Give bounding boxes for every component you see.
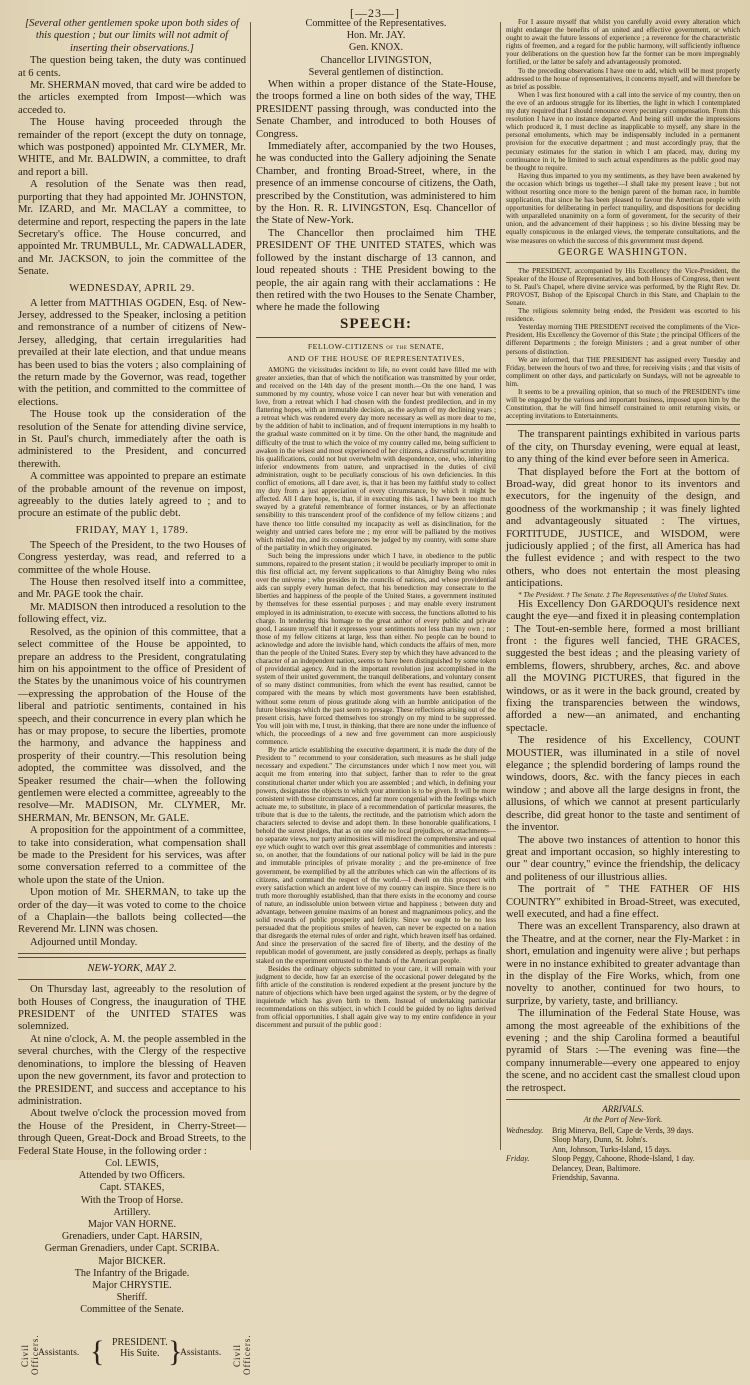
arrivals-row bbox=[506, 1135, 740, 1144]
news-paragraph: The religious solemnity being ended, the President was escorted to his residence. bbox=[506, 307, 740, 324]
paragraph: Resolved, as the opinion of this committee, that a select committee of the House be appointed, to prepare an address to the President, congratulating him on his appointment to the office of President of the States by the unanimous voice of his countrymen—expressing the approbation of the House of the liberal and patriotic sentiments, contained in his speech, and their concurrence in every plan which he has or may propose, to secure the liberties, promote the harmony, and advance the happiness and prosperity of their country.—This resolution being adopted, the committee was dissolved, and the Speaker resumed the chair—when the following gentlemen were elected a committee, agreeably to the resolve—Mr. MADISON, Mr. CLYMER, Mr. SHERMAN, Mr. BENSON, Mr. GALE. bbox=[18, 626, 246, 824]
news-paragraph: It seems to be a prevailing opinion, that so much of the PRESIDENT's time will be engaged by the various and important business, imposed upon him by the Constitution, that he will find himself constrained to omit returning visits, or accepting invitations to Entertainments. bbox=[506, 388, 740, 421]
paragraph: A resolution of the Senate was then read, purporting that they had appointed Mr. JOHNSTON, Mr. IZARD, and Mr. MACLAY a committee, to determine and report, respecting the papers in the late Secretary's office. The House concurred, and appointed Mr. TRUMBULL, Mr. CADWALLADER, and Mr. JACKSON, to join the committee of the Senate. bbox=[18, 179, 246, 278]
arrivals-row bbox=[506, 1154, 740, 1163]
paragraph: When within a proper distance of the State-House, the troops formed a line on both sides of the way, THE PRESIDENT passing through, was conducted into the Senate Chamber, and introduced to both Houses of Congress. bbox=[256, 79, 496, 140]
paragraph: The above two instances of attention to honor this great and important occasion, so highly interesting to our " dear country," evince the friendship, the delicacy and politeness of our illustrious allies. bbox=[506, 834, 740, 883]
paragraph: The House having proceeded through the remainder of the report (except the duty on tonnage, which was postponed) appointed Mr. CLYMER, Mr. WHITE, and Mr. BALDWIN, a committee, to draft and report a bill. bbox=[18, 117, 246, 178]
arrivals-text: Ann, Johnson, Turks-Island, 15 days. bbox=[552, 1144, 672, 1154]
procession-item: Major VAN HORNE. bbox=[87, 1218, 177, 1230]
speech-paragraph: When I was first honoured with a call into the service of my country, then on the eve of an arduous struggle for its liberties, the light in which I contemplated my duty required that I should renounce every pecuniary compensation. From this resolution I have in no instance departed. And being still under the impressions which produced it, I must decline as inapplicable to myself, any share in the personal emoluments, which may be indispensably included in a permanent provision for the executive department ; and must accordingly pray, that the pecuniary estimates for the station in which I am placed, may, during my continuance in it, be limited to such actual expenditures as the public good may be thought to require. bbox=[506, 90, 740, 172]
ny-dateline: NEW-YORK, MAY 2. bbox=[87, 963, 177, 975]
procession-item: German Grenadiers, under Capt. SCRIBA. bbox=[44, 1243, 220, 1255]
section-divider bbox=[506, 1099, 740, 1100]
paragraph: A proposition for the appointment of a committee, to take into consideration, what compensation shall be made to the President for his services, was after some conversation referred to a committee of the whole upon the state of the Union. bbox=[18, 825, 246, 886]
procession-item: With the Troop of Horse. bbox=[80, 1194, 184, 1206]
arrivals-day bbox=[506, 1135, 552, 1144]
news-paragraph: Yesterday morning THE PRESIDENT received the compliments of the Vice-President, His Excellency the Governor of this State ; the principal Officers of the different Departments ; the foreign Ministers ; and a great number of other persons of distinction. bbox=[506, 323, 740, 356]
procession-item: Attended by two Officers. bbox=[78, 1170, 186, 1182]
arrivals-row bbox=[506, 1173, 740, 1182]
paragraph: A letter from MATTHIAS OGDEN, Esq. of New-Jersey, addressed to the Speaker, inclosing a petition and remonstrance of a number of citizens of New-Jersey, alledging, that certain irregularities had prevailed at their late election, and that undue means has been used to bias the voters ; also complaining of the return made by the Governor, was read, together with the petition, and committed to the committee of elections. bbox=[18, 297, 246, 408]
paragraph: The House then resolved itself into a committee, and Mr. PAGE took the chair. bbox=[18, 577, 246, 601]
paragraph: Immediately after, accompanied by the two Houses, he was conducted into the Gallery adjoining the Senate Chamber, and fronting Broad-Street, where, in the presence of an immense concourse of citizens, the Oath, prescribed by the Constitution, was administered to him by the Hon. R. R. LIVINGSTON, Esq. Chancellor of the State of New-York. bbox=[256, 141, 496, 227]
speech-paragraph: For I assure myself that whilst you carefully avoid every alteration which might endanger the benefits of an united and effective government, or which ought to await the future lessons of experience ; a reverence for the characteristic rights of freemen, and a regard for the public harmony, will sufficiently influence your deliberations on the question how far the former can be more impregnably fortified, or the latter be safely and advantageously promoted. bbox=[506, 18, 740, 67]
dateline: FRIDAY, MAY 1, 1789. bbox=[75, 524, 189, 536]
section-divider bbox=[506, 262, 740, 263]
brace-icon: { bbox=[90, 1334, 105, 1368]
civil-officers-label: Civil Officers. bbox=[232, 1334, 252, 1375]
paragraph: Upon motion of Mr. SHERMAN, to take up the order of the day—it was voted to come to the choice of a Chaplain—the ballots being collected—the Reverend Mr. LINN was chosen. bbox=[18, 887, 246, 936]
procession-item: Capt. STAKES, bbox=[99, 1182, 165, 1194]
arrivals-day bbox=[506, 1145, 552, 1154]
procession-item: Major BICKER. bbox=[98, 1255, 166, 1267]
footnote: * The President. † The Senate. ‡ The Representatives of the United States. bbox=[518, 590, 729, 599]
paragraph: At nine o'clock, A. M. the people assembled in the several churches, with the Clergy of the respective denominations, to implore the blessing of Heaven upon the new government, its favor and protection to the PRESIDENT, and success and acceptance to his administration. bbox=[18, 1033, 246, 1107]
paragraph: On Thursday last, agreeably to the resolution of both Houses of Congress, the inauguration of THE PRESIDENT of the UNITED STATES was solemnized. bbox=[18, 984, 246, 1033]
paragraph: The portrait of " THE FATHER OF HIS COUNTRY" exhibited in Broad-Street, was executed, well executed, and had a fine effect. bbox=[506, 884, 740, 920]
procession-item: Committee of the Representatives. bbox=[305, 18, 447, 29]
paragraph: There was an excellent Transparency, also drawn at the Theatre, and at the corner, near the Fly-Market : in short, emulation and ingenuity were alive ; but perhaps were in no instance exhibited to greater advantage than in the display of the Fire Works, which, from one novelty to another, continued for two hours, to surprize, by variety, taste, and brilliancy. bbox=[506, 921, 740, 1007]
page-number: [—23—] bbox=[350, 6, 400, 20]
speech-paragraph: Such being the impressions under which I have, in obedience to the public summons, repaired to the present station ; it would be peculiarly improper to omit in this first official act, my fervent supplications to that Almighty Being who rules over the universe ; who presides in the councils of nations, and whose providential aids can supply every human defect, that his benediction may consecrate to the liberties and happiness of the people of the United States, a government instituted by themselves for these essential purposes ; and may enable every instrument employed in its administration, to execute with success, the functions allotted to his charge. In tendering this homage to the great author of every public and private good, I assure myself that it expresses your sentiments not less than my own ; nor those of my fellow citizens at large, less than either. No people can be bound to acknowledge and adore the invisible hand, which conducts the affairs of men, more than the people of the United States. Every step by which they have advanced to the character of an independent nation, seems to have been distinguished by some token of providential agency. And in the important revolution just accomplished in the system of their united government, the tranquil deliberations, and voluntary consent of so many distinct communities, from which the event has resulted, cannot be compared with the means by which most governments have been established, without some return of pious gratitude along with an humble anticipation of the future blessings which the past seem to presage. These reflections arising out of the present crisis, have forced themselves too strongly on my mind to be suppressed. You will join with me, I trust, in thinking, that there are none under the influence of which, the proceedings of a new and free government can more auspiciously commence. bbox=[256, 551, 496, 747]
procession-item: Chancellor LIVINGSTON, bbox=[320, 54, 432, 66]
section-divider bbox=[256, 337, 496, 338]
paragraph: Adjourned until Monday. bbox=[30, 936, 138, 948]
news-paragraph: We are informed, that THE PRESIDENT has assigned every Tuesday and Friday, between the hours of two and three, for receiving visits ; and that visits of compliment on other days, and particularly on Sundays, will not be agreeable to him. bbox=[506, 355, 740, 388]
paragraph: About twelve o'clock the procession moved from the House of the President, in Cherry-Street—through Queen, Great-Dock and Broad Streets, to the Federal State House, in the following order : bbox=[18, 1108, 246, 1157]
arrivals-day bbox=[506, 1164, 552, 1173]
president-label: PRESIDENT. bbox=[112, 1336, 168, 1348]
assistants-label: Assistants. bbox=[38, 1346, 80, 1358]
procession-item: Artillery. bbox=[113, 1206, 151, 1218]
paragraph: Mr. MADISON then introduced a resolution to the following effect, viz. bbox=[18, 601, 246, 626]
speech-paragraph: Having thus imparted to you my sentiments, as they have been awakened by the occasion which brings us together—I shall take my present leave ; but not without resorting once more to the benign parent of the human race, in humble supplication, that since he has been pleased to favour the American people with opportunities for deliberating in perfect tranquility, and dispositions for deciding with unparalleled unanimity on a form of government, for the security of their union, and the advancement of their happiness ; so his divine blessing may be equally conspicuous in the enlarged views, the temperate consultations, and the wise measures on which the success of this government must depend. bbox=[506, 171, 740, 245]
speech-paragraph: AMONG the vicissitudes incident to life, no event could have filled me with greater anxieties, than that of which the notification was transmitted by your order, and received on the 14th day of the present month.—On the one hand, I was summoned by my country, whose voice I can never hear but with veneration and love, from a retreat which I had chosen with the fondest predilection, and in my flattering hopes, with an immutable decision, as the asylum of my declining years ; a retreat which was rendered every day more necessary as well as more dear to me, by the addition of habit to inclination, and of frequent interruptions in my health to the gradual waste committed on it by time. On the other hand, the magnitude and difficulty of the trust to which the voice of my country called me, being sufficient to awaken in the wisest and most experienced of her citizens, a distrustful scrutiny into his qualifications, could not but overwhelm with despondence, one, who, inheriting inferior endowments from nature, and unpractised in the duties of civil administration, ought to be peculiarly conscious of his own deficiencies. In this conflict of emotions, all I dare aver, is, that it has been my faithful study to collect my duty from a just appreciation of every circumstance, by which it might be affected. All I dare hope, is, that, if in executing this task, I have been too much swayed by a grateful remembrance of former instances, or by an affectionate sensibility to this transcendent proof of the confidence of my fellow citizens ; and have thence too little consulted my incapacity as well as disinclination, for the weighty and untried cares before me ; my error will be palliated by the motives which misled me, and its consequences be judged by my country, with some share of the partiality in which they originated. bbox=[256, 365, 496, 552]
speech-paragraph: To the preceding observations I have one to add, which will be most properly addressed to the house of representatives, it concerns myself, and will therefore be as brief as possible. bbox=[506, 66, 741, 91]
dateline: WEDNESDAY, APRIL 29. bbox=[69, 282, 195, 294]
speech-greeting: FELLOW-CITIZENS of the SENATE, bbox=[307, 341, 445, 351]
paragraph: The residence of his Excellency, COUNT MOUSTIER, was illuminated in a stile of novel elegance ; the splendid bordering of lamps round the windows, doors, &c. with the fancy pieces in each window ; and above all the large designs in front, the allusions, of which we cannot at present particularly describe, did great honor to the taste and sentiment of the inventor. bbox=[506, 735, 740, 834]
arrivals-title: ARRIVALS. bbox=[602, 1104, 644, 1115]
paragraph: The Speech of the President, to the two Houses of Congress yesterday, was read, and referred to a committee of the whole House. bbox=[18, 539, 246, 576]
arrivals-day: Friday. bbox=[506, 1154, 530, 1164]
procession-item: Several gentlemen of distinction. bbox=[308, 66, 444, 78]
paragraph: The question being taken, the duty was continued at 6 cents. bbox=[18, 55, 246, 79]
procession-item: Committee of the Senate. bbox=[80, 1304, 184, 1316]
arrivals-text: Sloop Mary, Dunn, St. John's. bbox=[552, 1135, 648, 1145]
his-suite-label: His Suite. bbox=[120, 1347, 160, 1359]
procession-item: Gen. KNOX. bbox=[348, 42, 404, 54]
arrivals-text: Delancey, Dean, Baltimore. bbox=[552, 1163, 641, 1173]
arrivals-row bbox=[506, 1145, 740, 1154]
column-1 bbox=[18, 18, 252, 1375]
speech-paragraph: By the article establishing the executive department, it is made the duty of the President to " recommend to your consideration, such measures as he shall judge necessary and expedient." The circumstances under which I now meet you, will acquit me from entering into that subject, farther than to refer to the great constitutional charter under which you are assembled ; and which, in defining your powers, designates the objects to which your attention is to be given. It will be more consistent with those circumstances, and far more congenial with the feelings which actuate me, to substitute, in place of a recommendation of particular measures, the tribute that is due to the talents, the rectitude, and the patriotism which adorn the characters selected to devise and adopt them. In these honorable qualifications, I behold the surest pledges, that as on one side no local prejudices, or attachments—no separate views, nor party animosities will misdirect the comprehensive and equal eye which ought to watch over this great assemblage of communities and interests : so, on another, that the foundations of our national policy will be laid in the pure and immutable principles of private morality ; and the pre-eminence of free government, be exemplified by all the attributes which can win the affections of its citizens, and command the respect of the world.—I dwell on this prospect with every satisfaction which an ardent love of my country can inspire. Since there is no truth more thoroughly established, than that there exists in the economy and course of nature, an indissoluble union between virtue and happiness ; between duty and advantage, between genuine maxims of an honest and magnanimous policy, and the solid rewards of public prosperity and felicity. Since we ought to be no less persuaded that the propitious smiles of heaven, can never be expected on a nation that disregards the eternal rules of order and right, which heaven itself has ordained. And since the preservation of the sacred fire of liberty, and the destiny of the republican model of government, are justly considered as deeply, perhaps as finally staked on the experiment entrusted to the hands of the American people. bbox=[256, 746, 496, 965]
paragraph: That displayed before the Fort at the bottom of Broad-way, did great honor to its inventors and executors, for the ingenuity of the design, and goodness of the workmanship ; it was finely lighted and advantageously situated : The virtues, FORTITUDE, JUSTICE, and WISDOM, were judiciously applied ; of the first, all America has had the fullest evidence ; and with respect to the two others, who does not entertain the most pleasing anticipations. bbox=[506, 466, 740, 590]
arrivals-text: Brig Minerva, Bell, Cape de Verds, 39 days. bbox=[552, 1126, 694, 1136]
section-divider bbox=[18, 979, 246, 980]
paragraph: The transparent paintings exhibited in various parts of the city, on Thursday evening, were equal at least, to any thing of the kind ever before seen in America. bbox=[506, 429, 740, 466]
assistants-label: Assistants. bbox=[180, 1346, 222, 1358]
arrivals-row bbox=[506, 1164, 740, 1173]
speech-paragraph: Besides the ordinary objects submitted to your care, it will remain with your judgment to decide, how far an exercise of the occasional power delegated by the fifth article of the constitution is rendered expedient at the present juncture by the nature of objections which have been urged against the system, or by the degree of inquietude which has given birth to them. Instead of undertaking particular recommendations on this subject, in which I could be guided by no lights derived from official opportunities, I shall again give way to my entire confidence in your discernment and pursuit of the public good : bbox=[256, 964, 496, 1030]
speech-greeting: AND OF THE HOUSE OF REPRESENTATIVES, bbox=[287, 353, 465, 363]
civil-officers-label: Civil Officers. bbox=[20, 1334, 40, 1375]
column-rule bbox=[500, 22, 501, 1150]
president-block bbox=[112, 1337, 168, 1359]
procession-item: Major CHRYSTIE. bbox=[92, 1279, 172, 1291]
paragraph: The House took up the consideration of the resolution of the Senate for attending divine service, in St. Paul's church, immediately after the oath is administered to the President, and concurred therewith. bbox=[18, 409, 246, 470]
arrivals-subtitle: At the Port of New-York. bbox=[583, 1115, 663, 1125]
paragraph: A committee was appointed to prepare an estimate of the probable amount of the revenue on impost, agreeably to the duties lately agreed to ; and to procure an estimate of the public debt. bbox=[18, 471, 246, 520]
paragraph: Mr. SHERMAN moved, that card wire be added to the articles exempted from Impost—which was acceded to. bbox=[18, 80, 246, 116]
section-divider bbox=[506, 424, 740, 425]
arrivals-day bbox=[506, 1173, 552, 1182]
arrivals-row bbox=[506, 1126, 740, 1135]
arrivals-text: Sloop Peggy, Cahoone, Rhode-Island, 1 day. bbox=[552, 1154, 695, 1164]
editorial-note: [Several other gentlemen spoke upon both sides of this question ; but our limits will not admit of inserting their observations.] bbox=[25, 18, 239, 54]
arrivals-day: Wednesday. bbox=[506, 1126, 544, 1136]
column-rule bbox=[250, 22, 251, 1150]
procession-item: Grenadiers, under Capt. HARSIN, bbox=[61, 1231, 203, 1243]
column-3 bbox=[506, 18, 741, 1183]
paragraph: His Excellency Don GARDOQUI's residence next caught the eye—and fixed it in pleasing contemplation : The Tout-en-semble here, formed a most brilliant front : the figures well fancied, THE GRACES, suggested the best ideas ; and the pleasing variety of emblems, flowers, shrubbery, arches, &c. and above all the MOVING PICTURES, that figured in the windows, or as it were in the back ground, created by fixing the transparencies between the windows, afforded a new—an animated, and enchanting spectacle. bbox=[506, 598, 740, 734]
procession-item: The Infantry of the Brigade. bbox=[74, 1267, 190, 1279]
speech-title: SPEECH: bbox=[339, 315, 412, 332]
procession-item: Col. LEWIS, bbox=[105, 1157, 159, 1169]
procession-item: Sheriff. bbox=[116, 1292, 148, 1304]
column-2 bbox=[256, 18, 496, 1150]
procession-diagram bbox=[18, 1323, 252, 1385]
signature: GEORGE WASHINGTON. bbox=[558, 246, 688, 258]
arrivals-text: Friendship, Savanna. bbox=[552, 1173, 620, 1183]
procession-item: Hon. Mr. JAY. bbox=[346, 30, 406, 42]
section-divider bbox=[18, 953, 246, 958]
paragraph: The illumination of the Federal State House, was among the most agreeable of the exhibitions of the evening ; and the ship Carolina formed a beautiful pyramid of Stars :—The evening was fine—the company innumerable—every one appeared to enjoy the scene, and no accident cast the smallest cloud upon the retrospect. bbox=[506, 1008, 740, 1094]
paragraph: The Chancellor then proclaimed him THE PRESIDENT OF THE UNITED STATES, which was followed by the instant discharge of 13 cannon, and loud repeated shouts : THE President bowing to the people, the air again rang with their acclamations : He then retired with the two Houses to the Senate Chamber, where he made the following bbox=[256, 227, 496, 314]
brace-icon: } bbox=[168, 1334, 183, 1368]
news-paragraph: The PRESIDENT, accompanied by His Excellency the Vice-President, the Speaker of the House of Representatives, and both Houses of Congress, then went to St. Paul's Chapel, where divine service was performed, by the Right Rev. Dr. PROVOST, Bishop of the Episcopal Church in this State, and Chaplain to the Senate. bbox=[506, 266, 740, 307]
